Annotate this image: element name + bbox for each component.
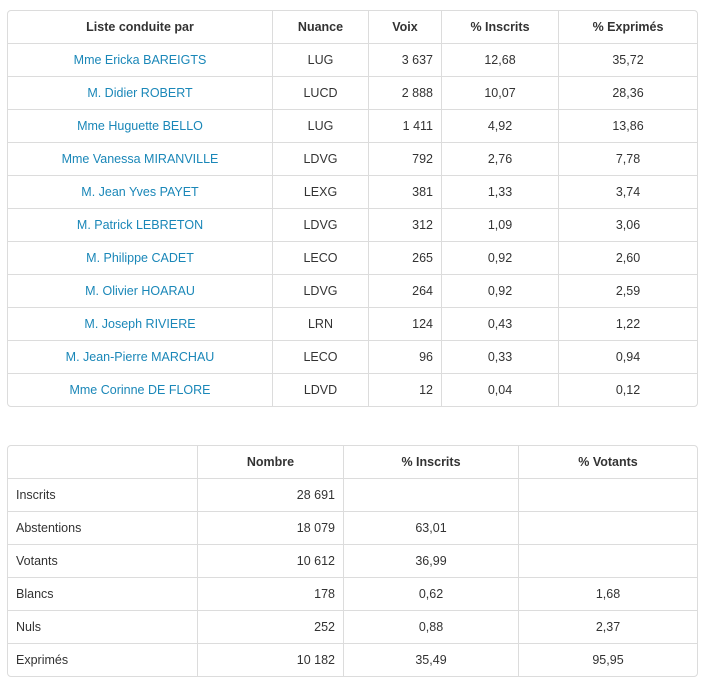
- table-row: [8, 308, 697, 341]
- nuance-cell: LRN: [273, 308, 369, 341]
- table-row: [8, 341, 697, 374]
- table-row: [8, 242, 697, 275]
- results-header-row: [8, 11, 697, 44]
- pct-inscrits-cell: 0,43: [442, 308, 559, 341]
- table-row: [8, 275, 697, 308]
- pct-inscrits-cell: 1,33: [442, 176, 559, 209]
- pct-inscrits-cell: 1,09: [442, 209, 559, 242]
- pct-exprimes-cell: 0,94: [559, 341, 697, 374]
- header-liste: Liste conduite par: [8, 11, 273, 44]
- voix-cell: 96: [369, 341, 442, 374]
- pct-inscrits-cell: 0,04: [442, 374, 559, 406]
- pct-inscrits-cell: 0,92: [442, 242, 559, 275]
- pct-exprimes-cell: 2,59: [559, 275, 697, 308]
- table-row: [8, 545, 697, 578]
- voix-cell: 1 411: [369, 110, 442, 143]
- pct-exprimes-cell: 1,22: [559, 308, 697, 341]
- nuance-cell: LEXG: [273, 176, 369, 209]
- nombre-cell: 18 079: [198, 512, 344, 545]
- pct-exprimes-cell: 3,06: [559, 209, 697, 242]
- table-row: [8, 479, 697, 512]
- voix-cell: 2 888: [369, 77, 442, 110]
- pct-exprimes-cell: 7,78: [559, 143, 697, 176]
- candidate-link[interactable]: M. Philippe CADET: [8, 242, 273, 275]
- candidate-link[interactable]: Mme Huguette BELLO: [8, 110, 273, 143]
- nuance-cell: LUG: [273, 44, 369, 77]
- table-row: [8, 143, 697, 176]
- nombre-cell: 252: [198, 611, 344, 644]
- candidate-link[interactable]: M. Patrick LEBRETON: [8, 209, 273, 242]
- pct-exprimes-cell: 28,36: [559, 77, 697, 110]
- table-row: [8, 77, 697, 110]
- results-body: [8, 44, 697, 406]
- row-label: Votants: [8, 545, 198, 578]
- row-label: Nuls: [8, 611, 198, 644]
- table-row: [8, 512, 697, 545]
- nombre-cell: 10 612: [198, 545, 344, 578]
- nuance-cell: LUG: [273, 110, 369, 143]
- header-pct-inscrits: % Inscrits: [344, 446, 519, 479]
- participation-header-row: [8, 446, 697, 479]
- pct-inscrits-cell: 12,68: [442, 44, 559, 77]
- nuance-cell: LUCD: [273, 77, 369, 110]
- pct-inscrits-cell: 0,33: [442, 341, 559, 374]
- table-row: [8, 374, 697, 406]
- nuance-cell: LDVG: [273, 275, 369, 308]
- voix-cell: 264: [369, 275, 442, 308]
- pct-inscrits-cell: 2,76: [442, 143, 559, 176]
- candidate-link[interactable]: Mme Ericka BAREIGTS: [8, 44, 273, 77]
- candidate-link[interactable]: M. Olivier HOARAU: [8, 275, 273, 308]
- nombre-cell: 28 691: [198, 479, 344, 512]
- nombre-cell: 178: [198, 578, 344, 611]
- voix-cell: 124: [369, 308, 442, 341]
- header-pct-inscrits: % Inscrits: [442, 11, 559, 44]
- pct-exprimes-cell: 13,86: [559, 110, 697, 143]
- pct-exprimes-cell: 0,12: [615, 383, 641, 397]
- header-nuance: Nuance: [273, 11, 369, 44]
- pct-votants-cell: [519, 545, 697, 578]
- pct-inscrits-cell: 63,01: [344, 512, 519, 545]
- pct-inscrits-cell: 4,92: [442, 110, 559, 143]
- pct-inscrits-cell: [344, 479, 519, 512]
- table-row: [8, 44, 697, 77]
- voix-cell: 312: [369, 209, 442, 242]
- candidate-link[interactable]: M. Jean Yves PAYET: [8, 176, 273, 209]
- participation-body: [8, 479, 697, 676]
- candidate-link[interactable]: M. Didier ROBERT: [8, 77, 273, 110]
- table-row: [8, 176, 697, 209]
- pct-exprimes-cell: 35,72: [559, 44, 697, 77]
- voix-cell: 792: [369, 143, 442, 176]
- header-pct-votants: % Votants: [519, 446, 697, 479]
- candidate-link[interactable]: M. Joseph RIVIERE: [8, 308, 273, 341]
- row-label: Blancs: [8, 578, 198, 611]
- header-voix: Voix: [369, 11, 442, 44]
- pct-exprimes-cell: 3,74: [559, 176, 697, 209]
- nuance-cell: LECO: [273, 242, 369, 275]
- voix-cell: 3 637: [369, 44, 442, 77]
- header-nombre: Nombre: [198, 446, 344, 479]
- pct-inscrits-cell: 35,49: [344, 644, 519, 676]
- table-row: [8, 578, 697, 611]
- candidate-link[interactable]: M. Jean-Pierre MARCHAU: [8, 341, 273, 374]
- pct-votants-cell: 1,68: [519, 578, 697, 611]
- pct-votants-cell: [519, 479, 697, 512]
- candidate-link[interactable]: Mme Vanessa MIRANVILLE: [8, 143, 273, 176]
- table-row: [8, 644, 697, 676]
- table-row: [8, 110, 697, 143]
- pct-inscrits-cell: 0,92: [442, 275, 559, 308]
- row-label: Exprimés: [8, 644, 198, 676]
- row-label: Inscrits: [8, 479, 198, 512]
- header-pct-exprimes: % Exprimés: [559, 11, 697, 44]
- nuance-cell: LDVG: [273, 209, 369, 242]
- pct-votants-cell: 2,37: [519, 611, 697, 644]
- pct-votants-cell: [519, 512, 697, 545]
- pct-inscrits-cell: 36,99: [344, 545, 519, 578]
- voix-cell: 265: [369, 242, 442, 275]
- table-row: [8, 209, 697, 242]
- pct-exprimes-cell: 2,60: [559, 242, 697, 275]
- candidate-link[interactable]: Mme Corinne DE FLORE: [8, 374, 273, 406]
- nuance-cell: LDVG: [273, 143, 369, 176]
- pct-inscrits-cell: 0,62: [344, 578, 519, 611]
- header-empty: [8, 446, 198, 479]
- pct-inscrits-cell: 10,07: [442, 77, 559, 110]
- participation-table: [7, 445, 698, 677]
- table-row: [8, 611, 697, 644]
- voix-cell: 381: [369, 176, 442, 209]
- row-label: Abstentions: [8, 512, 198, 545]
- voix-cell: 12: [369, 374, 442, 406]
- pct-votants-cell: 95,95: [592, 653, 624, 667]
- pct-inscrits-cell: 0,88: [344, 611, 519, 644]
- results-table: [7, 10, 698, 407]
- nuance-cell: LECO: [273, 341, 369, 374]
- nombre-cell: 10 182: [198, 644, 344, 676]
- nuance-cell: LDVD: [273, 374, 369, 406]
